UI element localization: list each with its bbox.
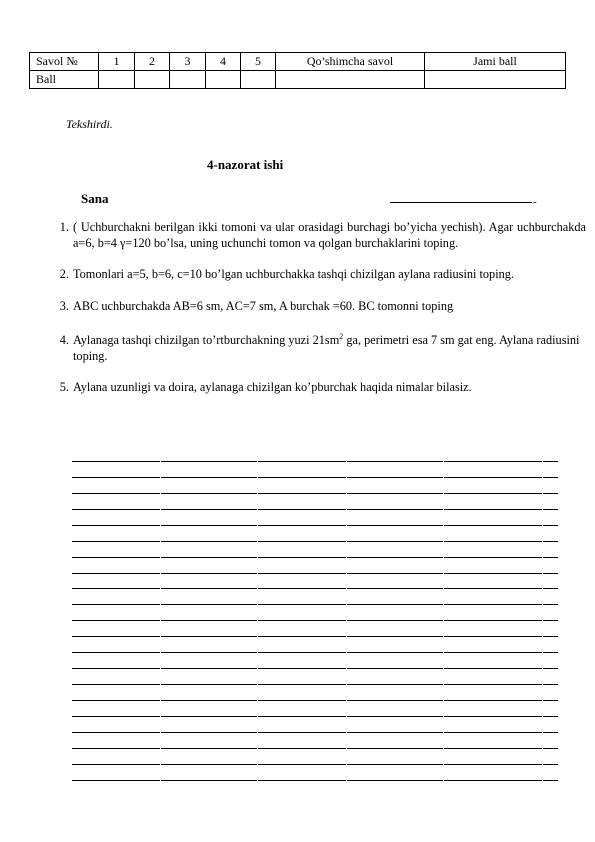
answer-line-gap [160, 717, 161, 733]
header-cell-question-number: Savol № [30, 53, 99, 71]
answer-line-gap [346, 701, 347, 717]
answer-line-gap [443, 446, 444, 462]
date-line-tail: - [533, 196, 537, 208]
answer-line-gap [346, 637, 347, 653]
answer-line-gap [257, 478, 258, 494]
answer-line-gap [160, 510, 161, 526]
answer-line-gap [542, 685, 543, 701]
answer-line-gap [542, 510, 543, 526]
answer-line-gap [160, 446, 161, 462]
answer-line-gap [346, 446, 347, 462]
answer-line-gap [443, 669, 444, 685]
answer-line-gap [346, 574, 347, 590]
score-table-ball-row [30, 71, 566, 89]
date-blank-line[interactable] [390, 191, 532, 203]
answer-line-gap [542, 637, 543, 653]
answer-line-gap [160, 589, 161, 605]
answer-line-gap [257, 462, 258, 478]
answer-line-gap [542, 526, 543, 542]
question-3: 3. ABC uchburchakda AB=6 sm, AC=7 sm, A burchak =60. BC tomonni toping [72, 298, 586, 314]
answer-line-gap [542, 446, 543, 462]
answer-line-gap [346, 669, 347, 685]
answer-line-gap [160, 685, 161, 701]
answer-line-gap [346, 653, 347, 669]
answer-line-gap [346, 605, 347, 621]
answer-line-gap [160, 653, 161, 669]
ball-cell-5[interactable] [241, 71, 276, 89]
answer-line-gap [443, 526, 444, 542]
question-2: 2. Tomonlari a=5, b=6, c=10 bo’lgan uchburchakka tashqi chizilgan aylana radiusini toping. [72, 266, 586, 282]
answer-line-gap [542, 701, 543, 717]
answer-line-gap [257, 637, 258, 653]
ball-cell-total[interactable] [425, 71, 566, 89]
answer-line-gap [346, 526, 347, 542]
ball-cell-extra[interactable] [276, 71, 425, 89]
score-table-header-row [30, 53, 566, 71]
answer-line-gap [257, 749, 258, 765]
ball-cell-4[interactable] [206, 71, 241, 89]
answer-line-gap [443, 749, 444, 765]
answer-line[interactable] [72, 510, 558, 526]
answer-lines-area[interactable] [72, 446, 558, 781]
answer-line[interactable] [72, 621, 558, 637]
answer-line[interactable] [72, 494, 558, 510]
question-5: 5. Aylana uzunligi va doira, aylanaga chizilgan ko’pburchak haqida nimalar bilasiz. [72, 379, 586, 395]
ball-cell-3[interactable] [170, 71, 206, 89]
answer-line-gap [542, 765, 543, 781]
answer-line-gap [346, 717, 347, 733]
answer-line-gap [160, 621, 161, 637]
ball-cell-1[interactable] [99, 71, 135, 89]
answer-line-gap [257, 733, 258, 749]
answer-line-gap [542, 558, 543, 574]
answer-line-gap [257, 542, 258, 558]
question-1: 1. ( Uchburchakni berilgan ikki tomoni va ular orasidagi burchagi bo’yicha yechish). Agar uchburchakda a=6, b=4 γ=120 bo’lsa, uning uchunchi tomon va qolgan burchaklarini toping. [72, 219, 586, 251]
answer-line-gap [542, 653, 543, 669]
answer-line-gap [346, 478, 347, 494]
answer-line-gap [257, 605, 258, 621]
answer-line[interactable] [72, 558, 558, 574]
answer-line[interactable] [72, 717, 558, 733]
answer-line-gap [346, 621, 347, 637]
answer-line-gap [160, 749, 161, 765]
answer-line-gap [542, 542, 543, 558]
answer-line-gap [346, 494, 347, 510]
score-table [29, 52, 566, 89]
answer-line-gap [346, 733, 347, 749]
checked-by-label: Tekshirdi. [66, 117, 113, 131]
header-cell-5: 5 [241, 53, 276, 71]
answer-line-gap [542, 574, 543, 590]
answer-line-gap [257, 685, 258, 701]
answer-line-gap [542, 605, 543, 621]
answer-line-gap [443, 637, 444, 653]
answer-line-gap [160, 542, 161, 558]
answer-line-gap [346, 510, 347, 526]
answer-line-gap [443, 478, 444, 494]
answer-line[interactable] [72, 637, 558, 653]
answer-line[interactable] [72, 701, 558, 717]
answer-line-gap [542, 462, 543, 478]
answer-line-gap [257, 701, 258, 717]
answer-line-gap [443, 765, 444, 781]
answer-line-gap [346, 685, 347, 701]
answer-line-gap [346, 589, 347, 605]
header-cell-3: 3 [170, 53, 206, 71]
answer-line-gap [257, 717, 258, 733]
answer-line[interactable] [72, 685, 558, 701]
answer-line[interactable] [72, 733, 558, 749]
answer-line-gap [257, 589, 258, 605]
answer-line-gap [160, 701, 161, 717]
answer-line-gap [443, 574, 444, 590]
answer-line-gap [443, 685, 444, 701]
answer-line-gap [443, 605, 444, 621]
answer-line-gap [443, 558, 444, 574]
answer-line-gap [160, 462, 161, 478]
answer-line-gap [257, 558, 258, 574]
answer-line-gap [160, 574, 161, 590]
answer-line-gap [542, 621, 543, 637]
answer-line-gap [443, 510, 444, 526]
answer-line-gap [257, 574, 258, 590]
answer-line-gap [443, 621, 444, 637]
answer-line-gap [346, 462, 347, 478]
answer-line-gap [443, 462, 444, 478]
answer-line[interactable] [72, 574, 558, 590]
answer-line-gap [542, 669, 543, 685]
answer-line-gap [346, 558, 347, 574]
answer-line[interactable] [72, 669, 558, 685]
answer-line-gap [160, 526, 161, 542]
answer-line-gap [443, 542, 444, 558]
answer-line[interactable] [72, 653, 558, 669]
answer-line-gap [257, 653, 258, 669]
answer-line[interactable] [72, 542, 558, 558]
answer-line-gap [542, 717, 543, 733]
answer-line-gap [542, 589, 543, 605]
answer-line-gap [257, 526, 258, 542]
answer-line[interactable] [72, 446, 558, 462]
answer-line-gap [443, 701, 444, 717]
answer-line-gap [542, 749, 543, 765]
question-4: 4. Aylanaga tashqi chizilgan to’rtburchakning yuzi $21sm^2$ ga, perimetri esa 7 sm gat eng. Aylana radiusini toping. [72, 329, 586, 365]
answer-line[interactable] [72, 589, 558, 605]
header-cell-total-score: Jami ball [425, 53, 566, 71]
answer-line-gap [257, 765, 258, 781]
answer-line[interactable] [72, 765, 558, 781]
answer-line-gap [542, 478, 543, 494]
header-cell-extra-question: Qo’shimcha savol [276, 53, 425, 71]
answer-line-gap [542, 733, 543, 749]
answer-line-gap [443, 653, 444, 669]
answer-line-gap [542, 494, 543, 510]
answer-line-gap [443, 717, 444, 733]
answer-line-gap [160, 478, 161, 494]
answer-line[interactable] [72, 749, 558, 765]
ball-cell-2[interactable] [135, 71, 170, 89]
header-cell-4: 4 [206, 53, 241, 71]
answer-line-gap [257, 621, 258, 637]
document-title: 4-nazorat ishi [207, 157, 284, 172]
answer-line[interactable] [72, 526, 558, 542]
answer-line[interactable] [72, 478, 558, 494]
answer-line-gap [346, 765, 347, 781]
answer-line-gap [443, 733, 444, 749]
answer-line-gap [257, 669, 258, 685]
ball-row-label: Ball [30, 71, 99, 89]
date-label: Sana [81, 191, 109, 206]
answer-line-gap [160, 605, 161, 621]
header-cell-2: 2 [135, 53, 170, 71]
answer-line-gap [257, 446, 258, 462]
answer-line-gap [443, 589, 444, 605]
answer-line[interactable] [72, 605, 558, 621]
answer-line-gap [160, 669, 161, 685]
answer-line-gap [160, 494, 161, 510]
answer-line-gap [443, 494, 444, 510]
answer-line-gap [160, 558, 161, 574]
answer-line[interactable] [72, 462, 558, 478]
answer-line-gap [257, 494, 258, 510]
answer-line-gap [160, 637, 161, 653]
header-cell-1: 1 [99, 53, 135, 71]
answer-line-gap [160, 733, 161, 749]
answer-line-gap [346, 542, 347, 558]
answer-line-gap [160, 765, 161, 781]
answer-line-gap [257, 510, 258, 526]
answer-line-gap [346, 749, 347, 765]
question-list [46, 219, 586, 411]
